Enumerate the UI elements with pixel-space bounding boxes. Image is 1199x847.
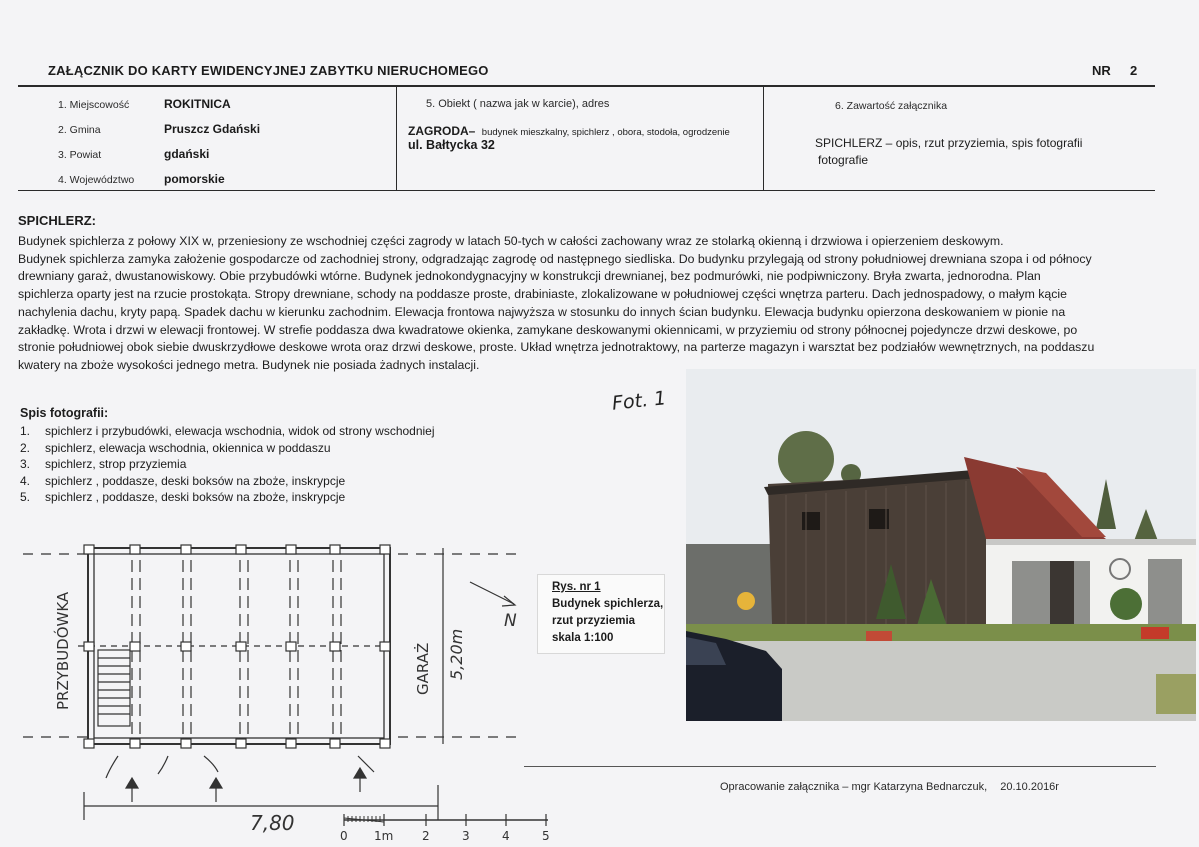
object-components: budynek mieszkalny, spichlerz , obora, stodoła, ogrodzenie xyxy=(481,127,730,138)
list-item-text: spichlerz, strop przyziemia xyxy=(45,457,187,472)
description-line: kwatery na zboże wysokości jednego metra. Budynek nie posiada żadnych instalacji. xyxy=(18,357,480,372)
scale-tick-label: 5 xyxy=(542,829,550,843)
footer-date: 20.10.2016r xyxy=(1000,781,1059,793)
list-item xyxy=(20,456,435,473)
photo-list-title: Spis fotografii: xyxy=(20,406,109,420)
list-item xyxy=(20,473,435,490)
list-item-text: spichlerz , poddasze, deski boksów na zboże, inskrypcje xyxy=(45,490,346,505)
drawing-caption-title: Rys. nr 1 xyxy=(552,581,601,593)
plan-dim-depth: 5,20m xyxy=(447,628,466,680)
list-item xyxy=(20,440,435,457)
list-item-number: 2. xyxy=(20,440,31,455)
list-item-number: 4. xyxy=(20,473,31,488)
photo-list xyxy=(20,423,435,506)
granary-photo xyxy=(686,369,1196,721)
list-item-number: 1. xyxy=(20,424,31,438)
field-value-powiat: gdański xyxy=(164,147,210,161)
plan-north-label: N xyxy=(504,611,517,631)
description-line: stronie południowej obok siebie dwuskrzydłowe deskowe wrota oraz drzwi deskowe, proste. Układ wnętrza jednotraktowy, na parterze magazyn i warsztat bez podziałów wewnętrznych, na poddaszu xyxy=(18,340,1095,355)
description-line: nachylenia dachu, kryty papą. Spadek dachu w kierunku zachodnim. Elewacja frontowa najwyższa w stosunku do innych ścian budynku. Elewacja budynku opierzona deskowaniem w pionie na xyxy=(18,304,1066,319)
drawing-caption-box xyxy=(537,574,665,654)
floor-plan-drawing xyxy=(18,530,578,845)
object-label: 5. Obiekt ( nazwa jak w karcie), adres xyxy=(426,98,610,110)
list-item-text: spichlerz i przybudówki, elewacja wschodnia, widok od strony wschodniej xyxy=(45,424,435,438)
footer-rule xyxy=(524,766,1156,767)
scale-tick-label: 0 xyxy=(340,829,348,843)
footer-line xyxy=(720,781,1059,793)
field-label-gmina: 2. Gmina xyxy=(58,124,101,136)
plan-label-garaz: GARAŻ xyxy=(414,642,432,695)
field-label-powiat: 3. Powiat xyxy=(58,149,102,161)
field-value-miejscowosc: ROKITNICA xyxy=(164,97,231,111)
description-line: drewniany garaż, dwustanowiskowy. Obie przybudówki wtórne. Budynek jednokondygnacyjny w konstrukcji drewnianej, bez podmurówki, nie podpiwniczony. Bryła zwarta, jednorodna. Plan xyxy=(18,269,1041,284)
field-label-wojewodztwo: 4. Województwo xyxy=(58,174,135,186)
header-rule-bottom xyxy=(18,190,1155,191)
scale-tick-label: 3 xyxy=(462,829,470,843)
header-divider-2 xyxy=(763,86,764,190)
footer-author: Opracowanie załącznika – mgr Katarzyna Bednarczuk, xyxy=(720,781,988,793)
description-line: zakładkę. Wrota i drzwi w elewacji frontowej. W strefie poddasza dwa kwadratowe okienka, zamykane deskowanymi okiennicami, w przyziemiu od strony północnej pojedyncze drzwi deskowe, po xyxy=(18,322,1078,337)
list-item-number: 3. xyxy=(20,457,31,472)
plan-dim-length: 7,80 xyxy=(250,811,295,835)
drawing-caption-line: Budynek spichlerza, xyxy=(552,598,664,610)
header-rule-top xyxy=(18,85,1155,87)
description-line: Budynek spichlerza z połowy XIX w, przeniesiony ze wschodniej części zagrody w latach 50-tych w całości zachowany wraz ze stolarką okienną i drzwiowa i opierzeniem deskowym. xyxy=(18,234,1004,248)
header-divider-1 xyxy=(396,86,397,190)
field-value-gmina: Pruszcz Gdański xyxy=(164,122,261,136)
list-item xyxy=(20,489,435,506)
field-value-wojewodztwo: pomorskie xyxy=(164,172,225,186)
contents-line-2: fotografie xyxy=(818,153,869,167)
description-text xyxy=(18,233,1183,375)
description-title: SPICHLERZ: xyxy=(18,213,96,228)
number-label: NR xyxy=(1092,63,1111,78)
drawing-caption-line: rzut przyziemia xyxy=(552,615,636,627)
field-label-miejscowosc: 1. Miejscowość xyxy=(58,99,130,111)
scale-tick-label: 4 xyxy=(502,829,510,843)
drawing-caption-line: skala 1:100 xyxy=(552,632,614,644)
granary-photo-illustration xyxy=(686,369,1196,721)
scale-tick-label: 2 xyxy=(422,829,430,843)
plan-label-przybudowka: PRZYBUDÓWKA xyxy=(54,591,72,710)
document-title: ZAŁĄCZNIK DO KARTY EWIDENCYJNEJ ZABYTKU NIERUCHOMEGO xyxy=(48,63,489,78)
list-item-number: 5. xyxy=(20,490,31,505)
description-line: Budynek spichlerza zamyka założenie gospodarcze od zachodniej strony, odgradzając zagrodę od następnego siedliska. Do budynku przylegają od strony południowej drewniana szopa i od północy xyxy=(18,251,1092,266)
object-name: ZAGRODA– xyxy=(408,124,476,138)
contents-label: 6. Zawartość załącznika xyxy=(835,100,948,112)
contents-line-1: SPICHLERZ – opis, rzut przyziemia, spis fotografii xyxy=(815,136,1083,150)
number-value: 2 xyxy=(1130,63,1138,78)
list-item-text: spichlerz, elewacja wschodnia, okiennica w poddaszu xyxy=(45,440,331,455)
list-item-text: spichlerz , poddasze, deski boksów na zboże, inskrypcje xyxy=(45,473,346,488)
scale-tick-label: 1m xyxy=(374,829,394,843)
photo-caption-handwritten: Fot. 1 xyxy=(610,387,668,415)
description-line: spichlerza oparty jest na rzucie prostokąta. Stropy drewniane, schody na poddasze proste, drabiniaste, zlokalizowane w południowej części wnętrza parteru. Dach jednospadowy, o małym kącie xyxy=(18,287,1067,302)
list-item xyxy=(20,423,435,440)
object-address: ul. Bałtycka 32 xyxy=(408,138,495,152)
